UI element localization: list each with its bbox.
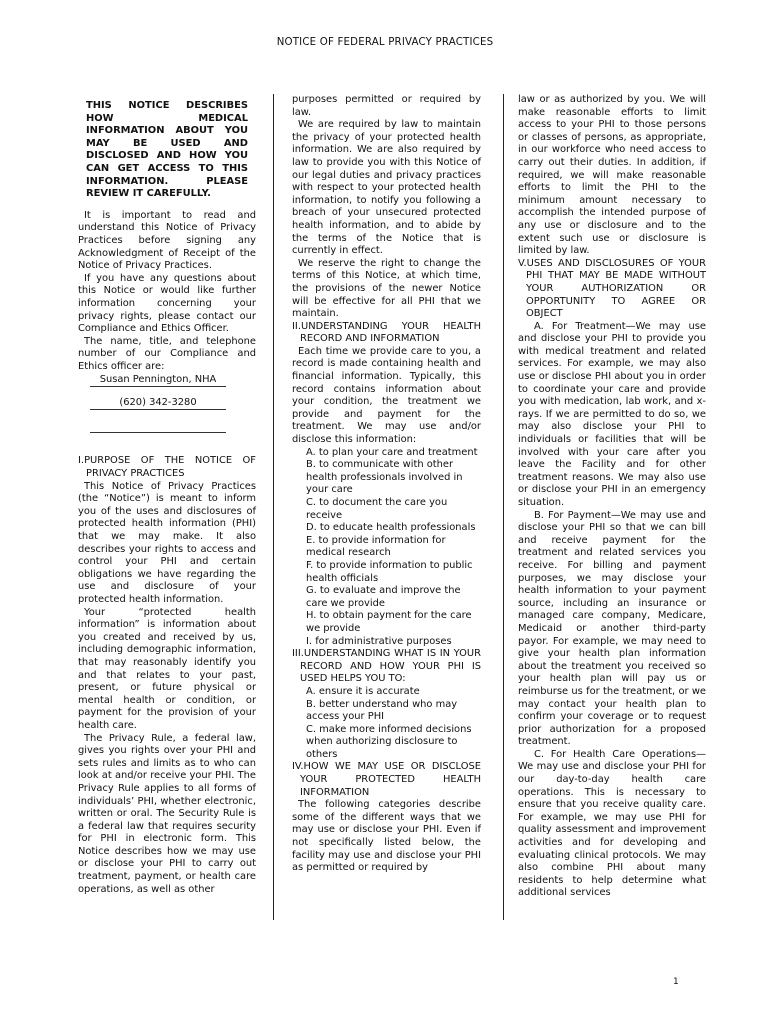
list-item: A. to plan your care and treatment [306,446,478,458]
list-item: H. to obtain payment for the care we provide [306,610,472,634]
continued-paragraph: law or as authorized by you. We will make reasonable efforts to limit access to your PHI to those persons or classes of persons, as appropriate, in our workforce who need access to carry out their duties. In addition, if required, we will make reasonable efforts to limit the PHI to the minimum amount necessary to accomplish the intended purpose of any use or disclosure and to the extent such use or disclosure is limited by law. [518,94,706,257]
list-item: D. to educate health professionals [306,522,476,534]
list-item: E. to provide information for medical research [306,534,446,559]
section-5-title: USES AND DISCLOSURES OF YOUR PHI THAT MAY BE MADE WITHOUT YOUR AUTHORIZATION OR OPPORTUNITY TO AGREE OR OBJECT [526,257,706,320]
column-2 [292,94,481,875]
column-3 [518,94,706,900]
column-1 [78,94,256,896]
section-1-paragraph: Your “protected health information” is information about you created and received by us, including demographic information, that may reasonably identify you and that relates to your past, present, or future physical or mental health or condition, or payment for the provision of your health care. [78,606,256,731]
intro-paragraph: It is important to read and understand this Notice of Privacy Practices before signing any Acknowledgment of Receipt of the Notice of Privacy Practices. [78,209,256,272]
section-1-title: PURPOSE OF THE NOTICE OF PRIVACY PRACTICES [84,455,256,480]
section-1-paragraph: The Privacy Rule, a federal law, gives you rights over your PHI and sets rules and limits as to who can look at and/or receive your PHI. The Privacy Rule applies to all forms of individuals’ PHI, whether electronic, written or oral. The Security Rule is a federal law that requires security for PHI in electronic form. This Notice describes how we may use or disclose your PHI to carry out treatment, payment, or health care operations, as well as other [78,732,256,895]
legal-duties-paragraph: We are required by law to maintain the privacy of your protected health information. We are also required by law to provide you with this Notice of our legal duties and privacy practices with respect to your protected health information, to notify you following a breach of your unsecured protected health information, and to abide by the terms of the Notice that is currently in effect. [292,119,481,257]
document-title: NOTICE OF FEDERAL PRIVACY PRACTICES [276,37,494,48]
page-number: 1 [673,977,679,987]
column-divider-left [273,94,274,920]
section-3-number: III. [292,648,304,660]
section-3-title: UNDERSTANDING WHAT IS IN YOUR RECORD AND HOW YOUR PHI IS USED HELPS YOU TO: [300,648,481,685]
list-item: B. to communicate with other health professionals involved in your care [306,459,463,496]
change-terms-paragraph: We reserve the right to change the terms of this Notice, at which time, the provisions of the newer Notice will be effective for all PHI that we maintain. [292,257,481,320]
treatment-paragraph: A. For Treatment—We may use and disclose your PHI to provide you with medical treatment and related services. For example, we may also use or disclose PHI about you in order to coordinate your care and provide you with medication, lab work, and x-rays. If we are permitted to do so, we may also disclose your PHI to individuals or facilities that will be involved with your care after you leave the Facility and for other treatment reasons. We may also use or disclose your PHI in an emergency situation. [518,320,706,508]
section-5-number: V. [518,257,527,269]
list-item: B. better understand who may access your PHI [306,698,458,723]
blank-signature-line [90,420,226,433]
continued-paragraph: purposes permitted or required by law. [292,94,481,118]
list-item: I. for administrative purposes [306,635,452,647]
section-1-heading [78,455,256,480]
questions-paragraph: If you have any questions about this Notice or would like further information concerning your privacy rights, please contact our Compliance and Ethics Officer. [78,272,256,335]
list-item: F. to provide information to public health officials [306,559,473,584]
section-2-title: UNDERSTANDING YOUR HEALTH RECORD AND INFORMATION [300,320,481,345]
section-4-heading [292,761,481,799]
notice-banner: THIS NOTICE DESCRIBES HOW MEDICAL INFORMATION ABOUT YOU MAY BE USED AND DISCLOSED AND HOW YOU CAN GET ACCESS TO THIS INFORMATION. PLEASE REVIEW IT CAREFULLY. [86,100,248,200]
section-2-paragraph: Each time we provide care to you, a record is made containing health and financial information. Typically, this record contains information about your condition, the treatment we provide and payment for the treatment. We may use and/or disclose this information: [292,345,481,446]
operations-paragraph: C. For Health Care Operations—We may use and disclose your PHI for our day-to-day health care operations. This is necessary to ensure that you receive quality care. For example, we may use PHI for quality assessment and improvement activities and for developing and evaluating clinical protocols. We may also combine PHI about many residents to help determine what additional services [518,748,706,899]
section-3-heading [292,648,481,686]
section-1-paragraph: This Notice of Privacy Practices (the “Notice”) is meant to inform you of the uses and disclosures of protected health information (PHI) that we may make. It also describes your rights to access and control your PHI and certain obligations we have regarding the use and disclosure of your protected health information. [78,480,256,605]
list-item: C. make more informed decisions when authorizing disclosure to others [306,723,472,760]
section-2-heading [292,321,481,346]
payment-paragraph: B. For Payment—We may use and disclose your PHI so that we can bill and receive payment for the treatment and related services you receive. For billing and payment purposes, we may disclose your health information to your payment source, including an insurance or managed care company, Medicare, Medicaid or another third-party payor. For example, we may need to give your health plan information about the treatment you received so your health plan will pay us or reimburse us for the treatment, or we may contact your health plan to confirm your coverage or to request prior authorization for a proposed treatment. [518,509,706,748]
officer-paragraph: The name, title, and telephone number of our Compliance and Ethics officer are: [78,335,256,372]
section-4-title: HOW WE MAY USE OR DISCLOSE YOUR PROTECTED HEALTH INFORMATION [300,761,481,798]
officer-name: Susan Pennington, NHA [90,374,226,387]
list-item: G. to evaluate and improve the care we provide [306,585,461,609]
section-2-number: II. [292,320,301,332]
section-4-paragraph: The following categories describe some of the different ways that we may use or disclose your PHI. Even if not specifically listed below, the facility may use and disclose your PHI as permitted or required by [292,799,481,874]
list-item: A. ensure it is accurate [306,685,420,697]
section-4-number: IV. [292,761,304,773]
column-divider-right [503,94,504,920]
section-5-heading [518,258,706,321]
list-item: C. to document the care you receive [306,497,448,521]
officer-phone: (620) 342-3280 [90,397,226,410]
section-1-number: I. [78,455,85,467]
